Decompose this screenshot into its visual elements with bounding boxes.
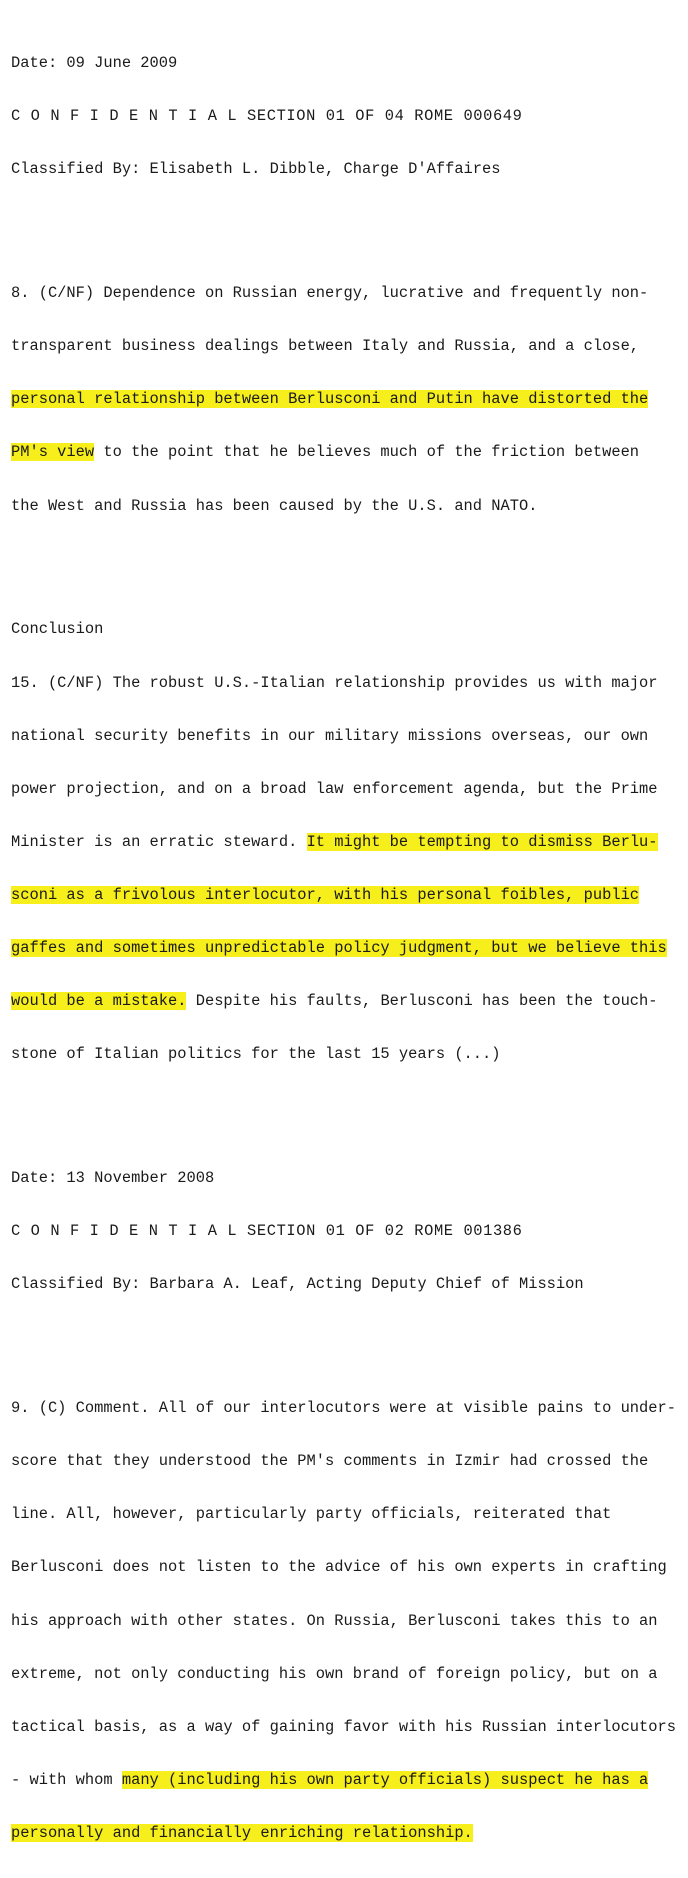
highlighted-text: PM's view [11, 443, 95, 462]
plain-text: Despite his faults, Berlusconi has been the touch- [186, 992, 658, 1011]
para8-line [11, 444, 685, 462]
para9-line: score that they understood the PM's comments in Izmir had crossed the [11, 1452, 649, 1471]
para15-line [11, 887, 685, 905]
cable1-date: Date: 09 June 2009 [11, 54, 178, 73]
highlighted-text: many (including his own party officials) suspect he has a [121, 1770, 649, 1789]
blank-line [11, 1099, 685, 1117]
para9-line: extreme, not only conducting his own brand of foreign policy, but on a [11, 1664, 658, 1683]
para8-line: 8. (C/NF) Dependence on Russian energy, lucrative and frequently non- [11, 284, 649, 303]
cable1-classification: C O N F I D E N T I A L SECTION 01 OF 04 ROME 000649 [11, 107, 523, 126]
cable2-classification: C O N F I D E N T I A L SECTION 01 OF 02 ROME 001386 [11, 1222, 523, 1241]
para9-line [11, 1772, 685, 1790]
para15-line [11, 940, 685, 958]
blank-line [11, 214, 685, 232]
highlighted-text: It might be tempting to dismiss Berlu- [306, 832, 658, 851]
highlighted-text: personally and financially enriching relationship. [11, 1823, 473, 1842]
plain-text: Minister is an erratic steward. [11, 832, 307, 851]
para9-line: 9. (C) Comment. All of our interlocutors were at visible pains to under- [11, 1399, 676, 1418]
para8-line [11, 391, 685, 409]
para15-line [11, 834, 685, 852]
para15-line [11, 993, 685, 1011]
para9-line: his approach with other states. On Russia, Berlusconi takes this to an [11, 1611, 658, 1630]
conclusion-heading: Conclusion [11, 620, 104, 639]
para9-line: tactical basis, as a way of gaining favor with his Russian interlocutors [11, 1717, 676, 1736]
para8-line: the West and Russia has been caused by the U.S. and NATO. [11, 496, 538, 515]
highlighted-text: personal relationship between Berlusconi and Putin have distorted the [11, 390, 649, 409]
highlighted-text: sconi as a frivolous interlocutor, with his personal foibles, public [11, 885, 640, 904]
para15-line: power projection, and on a broad law enforcement agenda, but the Prime [11, 779, 658, 798]
para9-line [11, 1825, 685, 1843]
plain-text: - with whom [11, 1770, 122, 1789]
highlighted-text: would be a mistake. [11, 992, 187, 1011]
cable2-classified-by: Classified By: Barbara A. Leaf, Acting Deputy Chief of Mission [11, 1275, 584, 1294]
para15-line: 15. (C/NF) The robust U.S.-Italian relationship provides us with major [11, 673, 658, 692]
para15-line: stone of Italian politics for the last 15 years (...) [11, 1045, 501, 1064]
para8-line: transparent business dealings between Italy and Russia, and a close, [11, 337, 640, 356]
highlighted-text: gaffes and sometimes unpredictable policy judgment, but we believe this [11, 939, 667, 958]
cable-document [11, 2, 685, 1878]
blank-line [11, 551, 685, 569]
para9-line: line. All, however, particularly party officials, reiterated that [11, 1505, 612, 1524]
cable2-date: Date: 13 November 2008 [11, 1169, 215, 1188]
para15-line: national security benefits in our military missions overseas, our own [11, 726, 649, 745]
blank-line [11, 1329, 685, 1347]
cable1-classified-by: Classified By: Elisabeth L. Dibble, Charge D'Affaires [11, 160, 501, 179]
para9-line: Berlusconi does not listen to the advice of his own experts in crafting [11, 1558, 667, 1577]
plain-text: to the point that he believes much of the friction between [94, 443, 640, 462]
